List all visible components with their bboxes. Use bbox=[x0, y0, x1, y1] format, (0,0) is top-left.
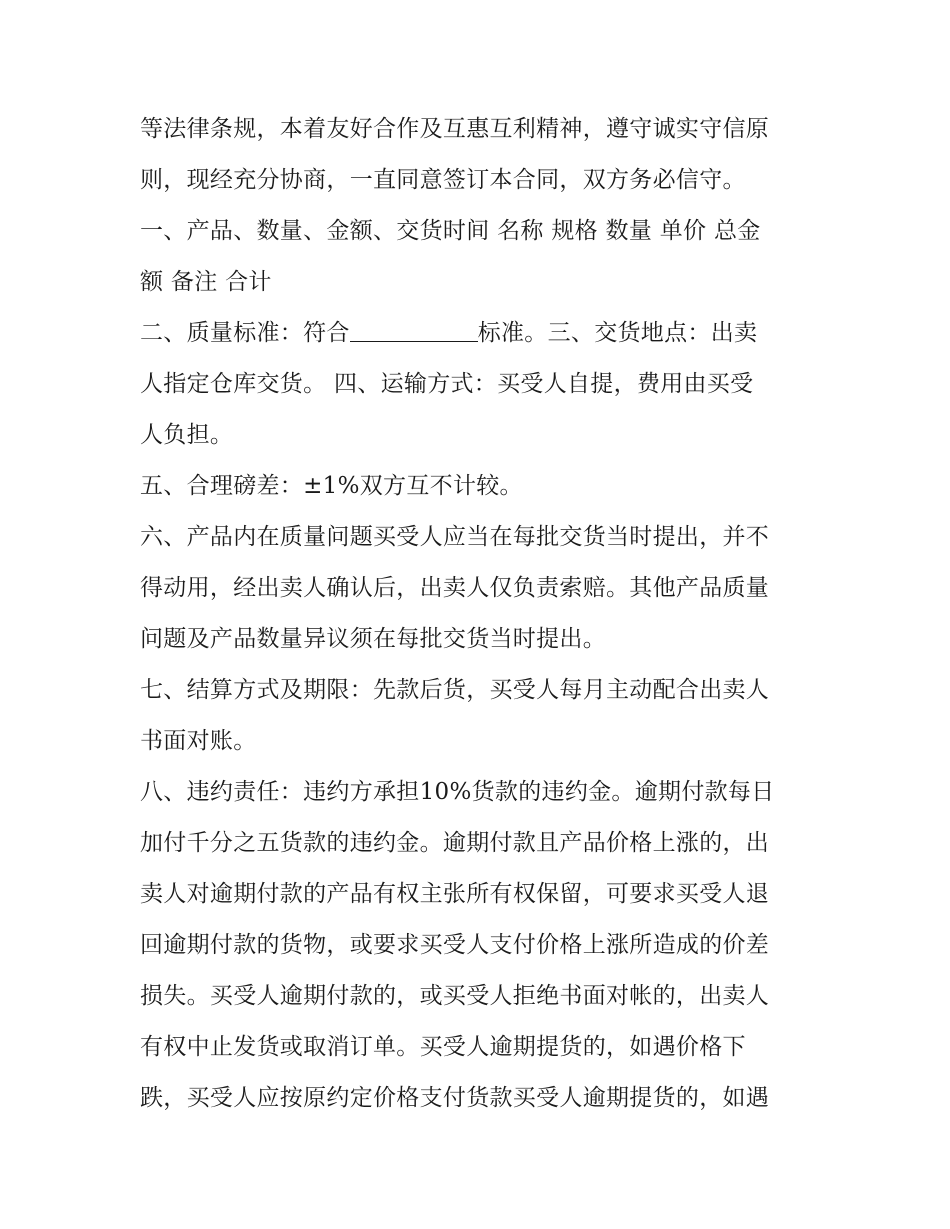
text-line: 八、违约责任：违约方承担10%货款的违约金。逾期付款每日 bbox=[140, 779, 775, 805]
text-line: 卖人对逾期付款的产品有权主张所有权保留，可要求买受人退 bbox=[140, 881, 770, 907]
text-line: 额 备注 合计 bbox=[140, 269, 272, 295]
text-line: 六、产品内在质量问题买受人应当在每批交货当时提出，并不 bbox=[140, 524, 770, 550]
text-segment: 标准。三、交货地点：出卖 bbox=[477, 320, 758, 346]
text-line: 五、合理磅差：±1%双方互不计较。 bbox=[140, 473, 523, 499]
text-line: 问题及产品数量异议须在每批交货当时提出。 bbox=[140, 626, 606, 652]
text-line: 跌，买受人应按原约定价格支付货款买受人逾期提货的，如遇 bbox=[140, 1085, 770, 1111]
fill-in-blank bbox=[350, 311, 478, 342]
text-line: 七、结算方式及期限：先款后货，买受人每月主动配合出卖人 bbox=[140, 677, 770, 703]
text-line: 一、产品、数量、金额、交货时间 名称 规格 数量 单价 总金 bbox=[140, 218, 761, 244]
quality-standard-line bbox=[140, 308, 820, 359]
text-line: 得动用，经出卖人确认后，出卖人仅负责索赔。其他产品质量 bbox=[140, 575, 770, 601]
text-line: 有权中止发货或取消订单。买受人逾期提货的，如遇价格下 bbox=[140, 1034, 746, 1060]
text-line: 加付千分之五货款的违约金。逾期付款且产品价格上涨的，出 bbox=[140, 830, 770, 856]
text-line: 人指定仓库交货。 四、运输方式：买受人自提，费用由买受 bbox=[140, 371, 754, 397]
text-line: 则，现经充分协商，一直同意签订本合同，双方务必信守。 bbox=[140, 167, 746, 193]
text-line: 书面对账。 bbox=[140, 728, 257, 754]
text-segment: 二、质量标准：符合 bbox=[140, 320, 350, 346]
text-line: 损失。买受人逾期付款的，或买受人拒绝书面对帐的，出卖人 bbox=[140, 983, 770, 1009]
contract-body bbox=[140, 104, 820, 1124]
text-line: 回逾期付款的货物，或要求买受人支付价格上涨所造成的价差 bbox=[140, 932, 770, 958]
text-line: 人负担。 bbox=[140, 422, 234, 448]
text-line: 等法律条规，本着友好合作及互惠互利精神，遵守诚实守信原 bbox=[140, 116, 770, 142]
